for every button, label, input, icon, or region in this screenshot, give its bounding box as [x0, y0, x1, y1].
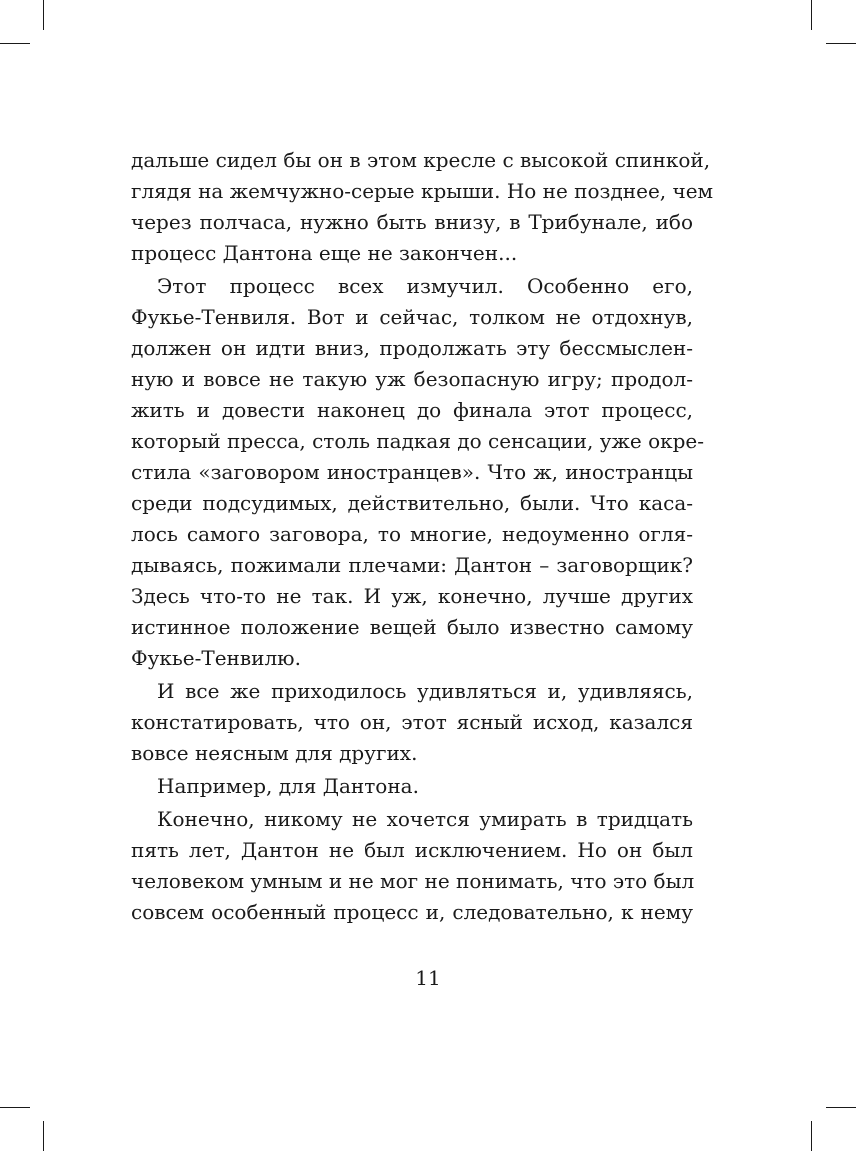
crop-mark-bottom-left-h — [0, 1107, 30, 1108]
text-line: истинное положение вещей было известно самому — [131, 615, 693, 639]
text-line: ную и вовсе не такую уж безопасную игру; продол- — [131, 367, 693, 391]
page-number: 11 — [415, 966, 441, 990]
text-line: Фукье-Тенвилю. — [131, 646, 301, 670]
text-line: Конечно, никому не хочется умирать в тридцать — [157, 807, 693, 831]
text-line: совсем особенный процесс и, следовательно, к нему — [131, 900, 693, 924]
text-line: который пресса, столь падкая до сенсации, уже окре- — [131, 429, 705, 453]
text-line: жить и довести наконец до финала этот процесс, — [131, 398, 693, 422]
text-line: констатировать, что он, этот ясный исход, казался — [131, 710, 693, 734]
crop-mark-bottom-right-h — [826, 1107, 856, 1108]
crop-mark-top-left-v — [43, 0, 44, 30]
text-line: вовсе неясным для других. — [131, 741, 418, 765]
text-line: дываясь, пожимали плечами: Дантон – заговорщик? — [131, 553, 693, 577]
page-body-text — [131, 145, 714, 928]
text-line: Например, для Дантона. — [157, 774, 419, 798]
crop-mark-bottom-right-v — [811, 1121, 812, 1151]
crop-mark-top-left-h — [0, 43, 30, 44]
crop-mark-top-right-h — [826, 43, 856, 44]
text-line: Этот процесс всех измучил. Особенно его, — [157, 274, 693, 298]
text-line: дальше сидел бы он в этом кресле с высокой спинкой, — [131, 148, 711, 172]
text-line: среди подсудимых, действительно, были. Что каса- — [131, 491, 693, 515]
text-line: глядя на жемчужно-серые крыши. Но не позднее, чем — [131, 179, 714, 203]
text-line: стила «заговором иностранцев». Что ж, иностранцы — [131, 460, 693, 484]
crop-mark-top-right-v — [811, 0, 812, 30]
crop-mark-bottom-left-v — [43, 1121, 44, 1151]
text-line: через полчаса, нужно быть внизу, в Трибунале, ибо — [131, 210, 693, 234]
text-line: человеком умным и не мог не понимать, что это был — [131, 869, 695, 893]
text-line: должен он идти вниз, продолжать эту бессмыслен- — [131, 336, 693, 360]
text-line: Фукье-Тенвиля. Вот и сейчас, толком не отдохнув, — [131, 305, 693, 329]
text-line: лось самого заговора, то многие, недоуменно огля- — [131, 522, 693, 546]
text-line: Здесь что-то не так. И уж, конечно, лучше других — [131, 584, 693, 608]
text-line: пять лет, Дантон не был исключением. Но он был — [131, 838, 693, 862]
text-line: И все же приходилось удивляться и, удивляясь, — [157, 679, 693, 703]
text-line: процесс Дантона еще не закончен... — [131, 241, 518, 265]
